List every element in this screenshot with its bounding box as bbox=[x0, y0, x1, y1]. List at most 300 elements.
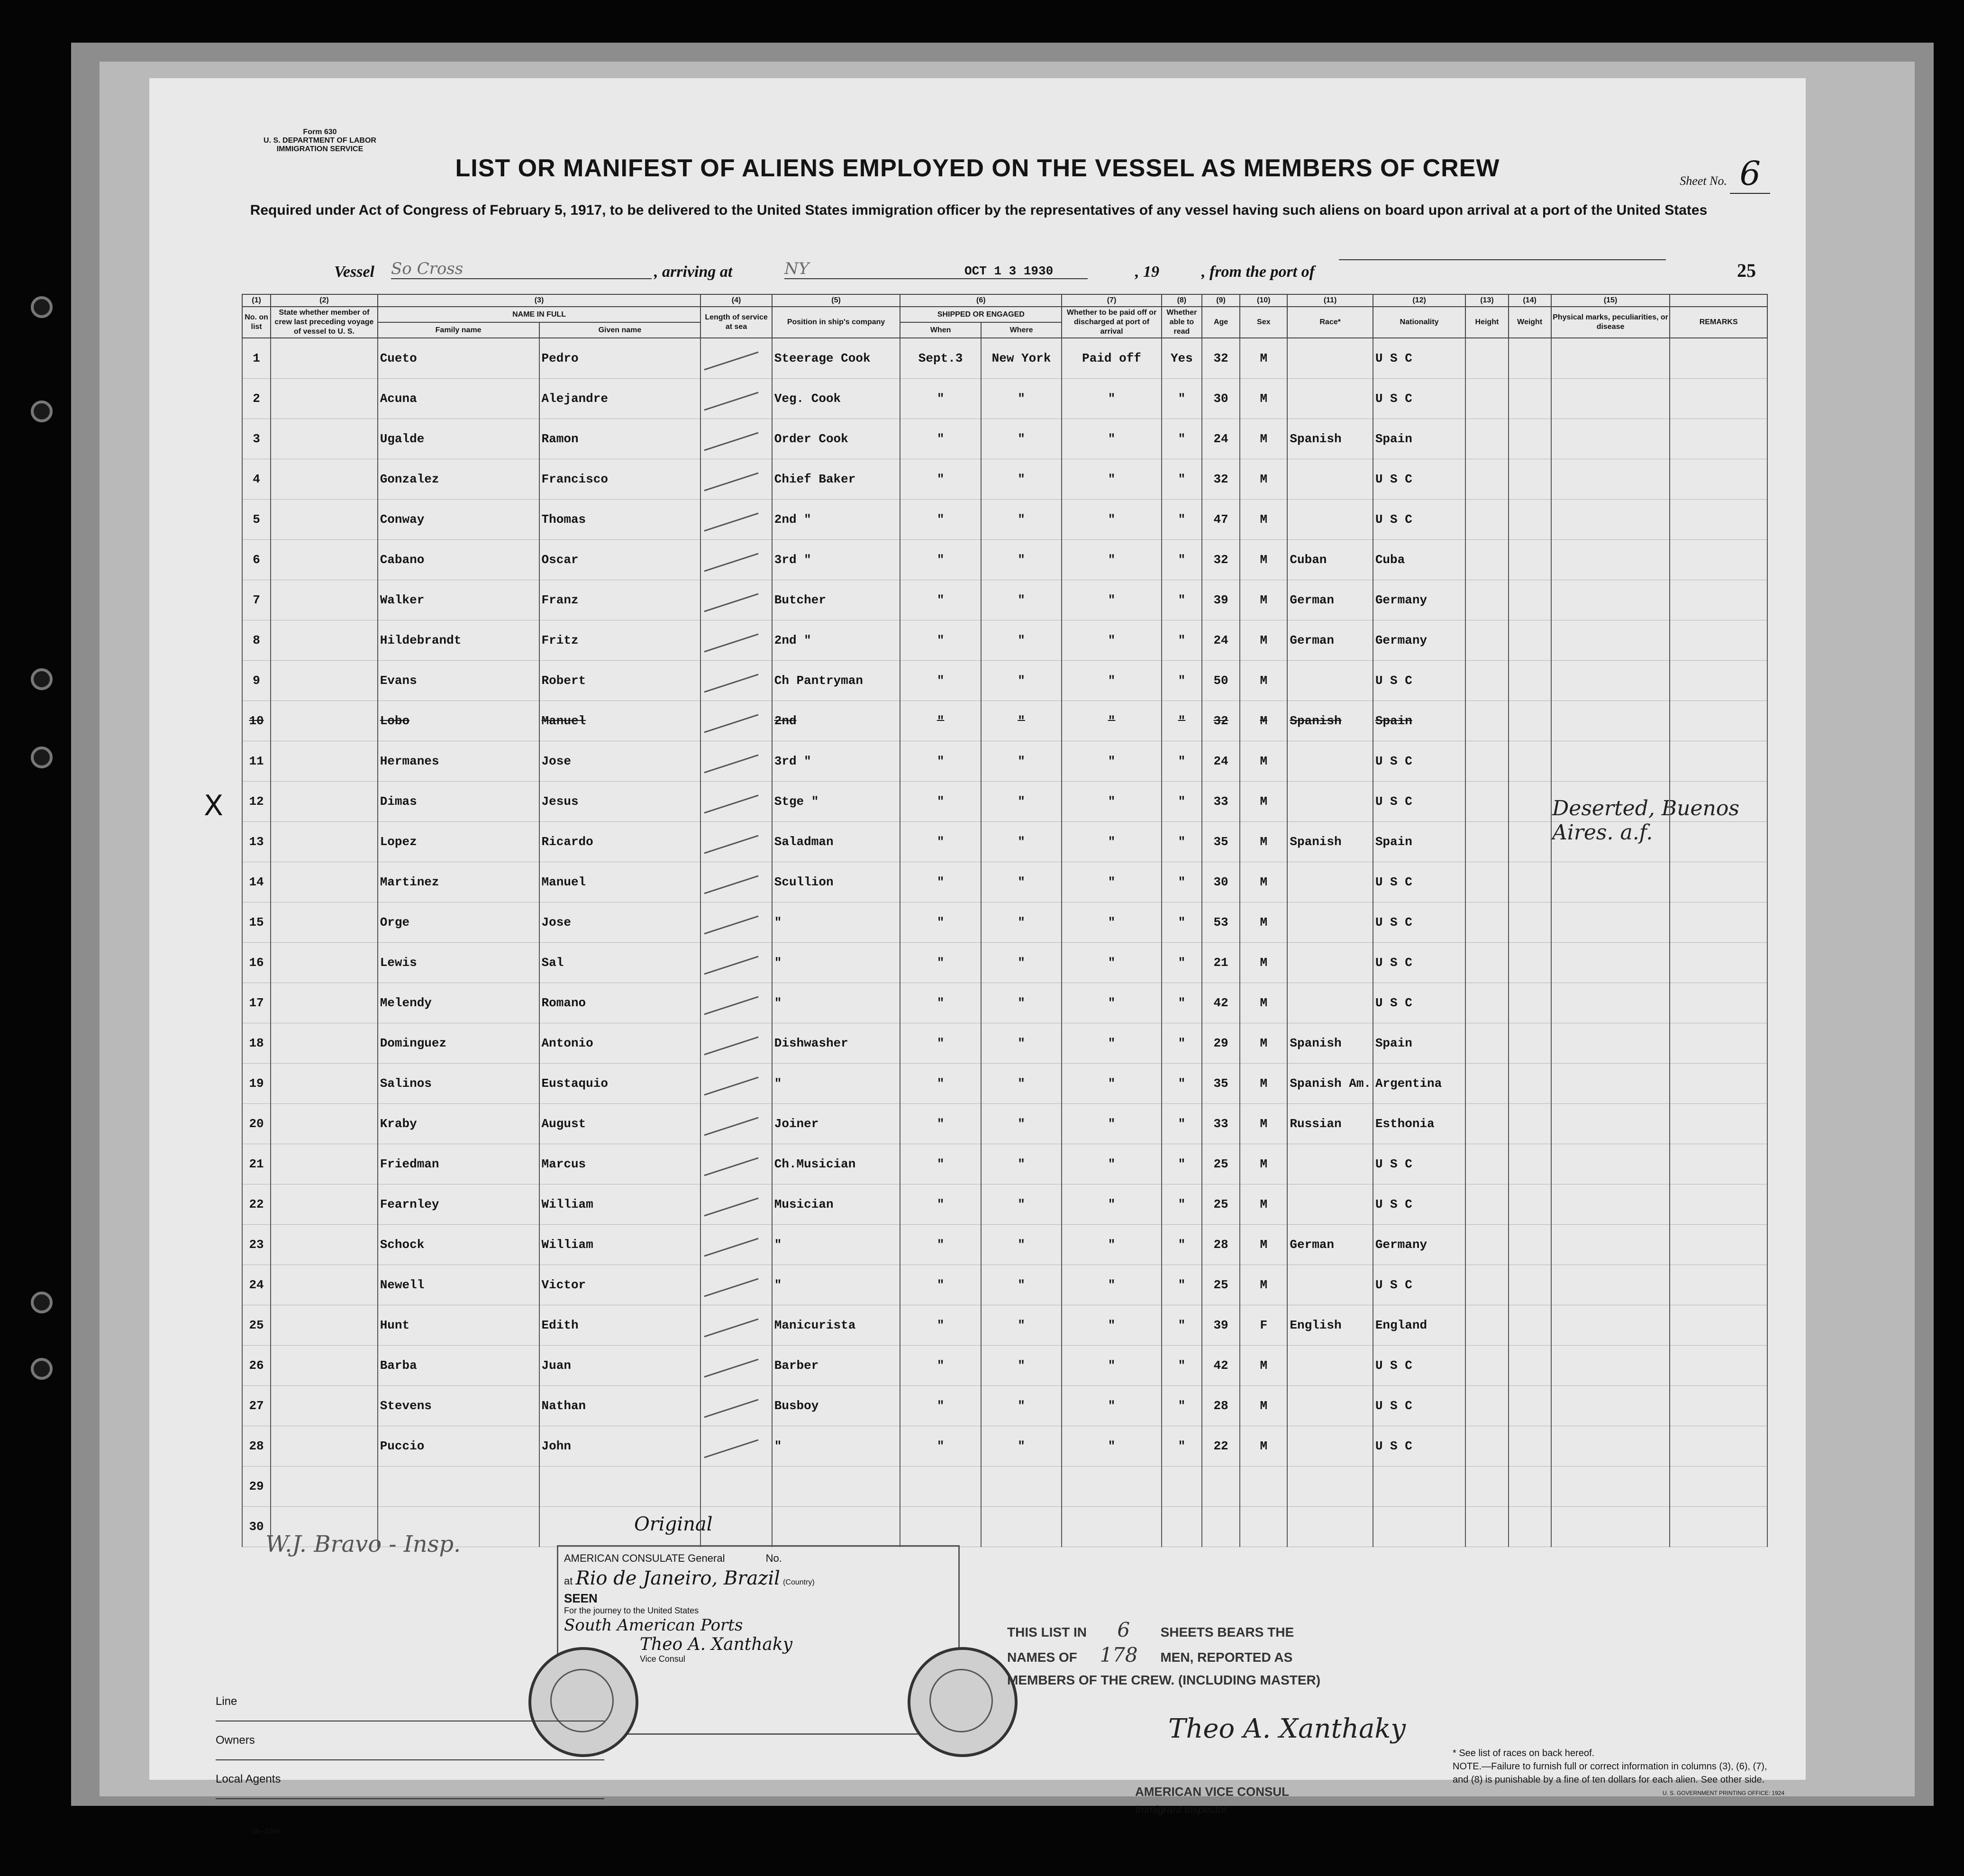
header-height: Height bbox=[1465, 307, 1508, 338]
cell-paid: " bbox=[1062, 1144, 1162, 1184]
cell-when: " bbox=[900, 661, 981, 701]
cell-empty bbox=[271, 379, 378, 419]
cell-empty bbox=[700, 1144, 772, 1184]
cell-empty bbox=[1465, 1144, 1508, 1184]
cell-sex: M bbox=[1240, 701, 1287, 741]
cell-race bbox=[1287, 943, 1373, 983]
cell-given: Antonio bbox=[539, 1023, 701, 1064]
cell-given: William bbox=[539, 1225, 701, 1265]
cell-empty bbox=[1465, 500, 1508, 540]
cell-empty bbox=[1509, 822, 1551, 862]
cell-paid: " bbox=[1062, 902, 1162, 943]
cell-read: " bbox=[1162, 862, 1202, 902]
cell-empty bbox=[1465, 1507, 1508, 1547]
cell-position: " bbox=[772, 1426, 900, 1466]
cell-nationality: Esthonia bbox=[1373, 1104, 1465, 1144]
cell-position: 2nd " bbox=[772, 500, 900, 540]
cell-empty bbox=[1551, 782, 1670, 822]
cell-given: Ramon bbox=[539, 419, 701, 459]
cell-paid: " bbox=[1062, 661, 1162, 701]
cell-empty bbox=[271, 338, 378, 379]
cell-empty bbox=[1551, 1305, 1670, 1346]
cell-nationality: U S C bbox=[1373, 782, 1465, 822]
cell-empty bbox=[271, 459, 378, 500]
header-physical-marks: Physical marks, peculiarities, or disease bbox=[1551, 307, 1670, 338]
cell-nationality: U S C bbox=[1373, 1346, 1465, 1386]
cell-empty bbox=[1670, 1466, 1767, 1507]
cell-nationality: U S C bbox=[1373, 1184, 1465, 1225]
service-name: IMMIGRATION SERVICE bbox=[276, 145, 364, 153]
cell-empty bbox=[1551, 822, 1670, 862]
cell-empty bbox=[271, 540, 378, 580]
cell-empty bbox=[271, 1386, 378, 1426]
cell-read: " bbox=[1162, 1064, 1202, 1104]
cell-when: " bbox=[900, 1225, 981, 1265]
cell-family: Puccio bbox=[378, 1426, 539, 1466]
cell-read: " bbox=[1162, 902, 1202, 943]
check-mark bbox=[704, 1359, 759, 1378]
cell-position: 2nd bbox=[772, 701, 900, 741]
cell-race bbox=[1287, 1386, 1373, 1426]
cell-paid: Paid off bbox=[1062, 338, 1162, 379]
cell-sex: M bbox=[1240, 338, 1287, 379]
cell-sex bbox=[1240, 1507, 1287, 1547]
sheets-count: 6 bbox=[1117, 1618, 1130, 1641]
cell-empty bbox=[1551, 540, 1670, 580]
cell-when: " bbox=[900, 540, 981, 580]
cell-family: Salinos bbox=[378, 1064, 539, 1104]
cell-paid: " bbox=[1062, 500, 1162, 540]
cell-given: Victor bbox=[539, 1265, 701, 1305]
cell-when: " bbox=[900, 1265, 981, 1305]
cell-race bbox=[1287, 782, 1373, 822]
cell-no: 27 bbox=[242, 1386, 271, 1426]
cell-nationality: Cuba bbox=[1373, 540, 1465, 580]
header-position: Position in ship's company bbox=[772, 307, 900, 338]
col-num: (1) bbox=[242, 294, 271, 307]
cell-empty bbox=[1551, 943, 1670, 983]
cell-when: " bbox=[900, 862, 981, 902]
header-row bbox=[242, 307, 1767, 322]
check-mark bbox=[704, 1198, 759, 1217]
check-mark bbox=[704, 956, 759, 975]
cell-empty bbox=[1670, 822, 1767, 862]
cell-race: German bbox=[1287, 580, 1373, 620]
consulate-country-label: (Country) bbox=[783, 1578, 815, 1586]
cell-empty bbox=[271, 1225, 378, 1265]
cell-nationality: U S C bbox=[1373, 943, 1465, 983]
cell-race bbox=[1287, 1426, 1373, 1466]
cell-empty bbox=[1509, 1104, 1551, 1144]
cell-empty bbox=[1670, 943, 1767, 983]
table-row bbox=[242, 1386, 1767, 1426]
cell-race bbox=[1287, 1144, 1373, 1184]
cell-sex bbox=[1240, 1466, 1287, 1507]
cell-empty bbox=[1551, 862, 1670, 902]
cell-sex: M bbox=[1240, 902, 1287, 943]
cell-nationality: U S C bbox=[1373, 338, 1465, 379]
cell-sex: M bbox=[1240, 540, 1287, 580]
binder-hole bbox=[31, 668, 53, 690]
form-code: 14—1240 bbox=[251, 1827, 280, 1835]
cell-where: " bbox=[981, 983, 1062, 1023]
cell-empty bbox=[1551, 379, 1670, 419]
cell-empty bbox=[1465, 620, 1508, 661]
cell-empty bbox=[1509, 1305, 1551, 1346]
cell-empty bbox=[700, 1426, 772, 1466]
check-mark bbox=[704, 1037, 759, 1056]
cell-family: Hermanes bbox=[378, 741, 539, 782]
cell-empty bbox=[700, 1386, 772, 1426]
cell-family bbox=[378, 1466, 539, 1507]
cell-when: " bbox=[900, 1104, 981, 1144]
cell-family: Schock bbox=[378, 1225, 539, 1265]
binder-hole bbox=[31, 296, 53, 318]
cell-sex: M bbox=[1240, 500, 1287, 540]
cell-paid: " bbox=[1062, 1305, 1162, 1346]
cell-empty bbox=[271, 1144, 378, 1184]
table-row bbox=[242, 500, 1767, 540]
cell-race bbox=[1287, 459, 1373, 500]
cell-position: Veg. Cook bbox=[772, 379, 900, 419]
sheet-label: Sheet No. bbox=[1680, 174, 1727, 188]
cell-empty bbox=[271, 1064, 378, 1104]
cell-empty bbox=[1551, 459, 1670, 500]
cell-read: " bbox=[1162, 620, 1202, 661]
cell-given: Fritz bbox=[539, 620, 701, 661]
header-name-in-full: NAME IN FULL bbox=[378, 307, 701, 322]
check-mark bbox=[704, 392, 759, 411]
cell-when: " bbox=[900, 701, 981, 741]
cell-age: 32 bbox=[1202, 338, 1240, 379]
table-row bbox=[242, 862, 1767, 902]
cell-empty bbox=[1551, 620, 1670, 661]
cell-no: 16 bbox=[242, 943, 271, 983]
cell-nationality: U S C bbox=[1373, 1144, 1465, 1184]
cell-empty bbox=[1551, 1346, 1670, 1386]
cell-age: 33 bbox=[1202, 1104, 1240, 1144]
cell-nationality: Germany bbox=[1373, 580, 1465, 620]
cell-race: Spanish bbox=[1287, 1023, 1373, 1064]
cell-read: " bbox=[1162, 379, 1202, 419]
cell-when: " bbox=[900, 902, 981, 943]
cell-when: " bbox=[900, 1305, 981, 1346]
vice-consul-signature: Theo A. Xanthaky bbox=[1168, 1713, 1406, 1744]
cell-paid: " bbox=[1062, 1225, 1162, 1265]
cell-empty bbox=[271, 1346, 378, 1386]
cell-empty bbox=[1551, 1265, 1670, 1305]
cell-race bbox=[1287, 862, 1373, 902]
cell-family: Melendy bbox=[378, 983, 539, 1023]
cell-no: 14 bbox=[242, 862, 271, 902]
cell-empty bbox=[271, 822, 378, 862]
check-mark bbox=[704, 795, 759, 814]
cell-no: 3 bbox=[242, 419, 271, 459]
cell-empty bbox=[1551, 1184, 1670, 1225]
sheet-value: 6 bbox=[1730, 154, 1770, 194]
cell-empty bbox=[700, 943, 772, 983]
cell-no: 22 bbox=[242, 1184, 271, 1225]
cell-paid: " bbox=[1062, 1265, 1162, 1305]
table-row bbox=[242, 1466, 1767, 1507]
col-num: (10) bbox=[1240, 294, 1287, 307]
cell-sex: M bbox=[1240, 1144, 1287, 1184]
cell-paid: " bbox=[1062, 741, 1162, 782]
cell-empty bbox=[1465, 902, 1508, 943]
cell-empty bbox=[271, 419, 378, 459]
cell-sex: M bbox=[1240, 782, 1287, 822]
cell-empty bbox=[1551, 1507, 1670, 1547]
cell-given: Francisco bbox=[539, 459, 701, 500]
cell-read bbox=[1162, 1507, 1202, 1547]
cell-position: " bbox=[772, 902, 900, 943]
table-row bbox=[242, 1104, 1767, 1144]
table-row bbox=[242, 1265, 1767, 1305]
cell-empty bbox=[1509, 1507, 1551, 1547]
cell-age: 39 bbox=[1202, 580, 1240, 620]
table-row bbox=[242, 338, 1767, 379]
cell-empty bbox=[1465, 1305, 1508, 1346]
cell-nationality: Germany bbox=[1373, 620, 1465, 661]
cell-empty bbox=[1670, 902, 1767, 943]
table-row bbox=[242, 1305, 1767, 1346]
cell-empty bbox=[1465, 580, 1508, 620]
cell-sex: M bbox=[1240, 1426, 1287, 1466]
cell-empty bbox=[1509, 1466, 1551, 1507]
consulate-at-label: at bbox=[564, 1575, 573, 1587]
header-nationality: Nationality bbox=[1373, 307, 1465, 338]
cell-where: " bbox=[981, 379, 1062, 419]
form-number: Form 630 bbox=[303, 128, 337, 136]
cell-nationality: Spain bbox=[1373, 419, 1465, 459]
cell-empty bbox=[700, 822, 772, 862]
header-remarks: REMARKS bbox=[1670, 307, 1767, 338]
cell-read: " bbox=[1162, 1346, 1202, 1386]
cell-empty bbox=[271, 1426, 378, 1466]
cell-family: Kraby bbox=[378, 1104, 539, 1144]
cell-age: 22 bbox=[1202, 1426, 1240, 1466]
cell-race bbox=[1287, 1184, 1373, 1225]
cell-where: " bbox=[981, 1346, 1062, 1386]
cell-nationality: Argentina bbox=[1373, 1064, 1465, 1104]
cell-age: 29 bbox=[1202, 1023, 1240, 1064]
cell-sex: M bbox=[1240, 379, 1287, 419]
cell-empty bbox=[700, 338, 772, 379]
men-count: 178 bbox=[1100, 1643, 1138, 1667]
cell-read: " bbox=[1162, 1305, 1202, 1346]
cell-paid: " bbox=[1062, 379, 1162, 419]
cell-age: 32 bbox=[1202, 540, 1240, 580]
cell-race: Spanish bbox=[1287, 419, 1373, 459]
cell-empty bbox=[1670, 1144, 1767, 1184]
col-num: (15) bbox=[1551, 294, 1670, 307]
cell-empty bbox=[1670, 1225, 1767, 1265]
consulate-no-label: No. bbox=[765, 1552, 782, 1564]
table-row bbox=[242, 379, 1767, 419]
cell-when bbox=[900, 1507, 981, 1547]
cell-no: 1 bbox=[242, 338, 271, 379]
cell-position: Ch.Musician bbox=[772, 1144, 900, 1184]
cell-read: " bbox=[1162, 500, 1202, 540]
cell-paid: " bbox=[1062, 419, 1162, 459]
vessel-label: Vessel bbox=[334, 263, 374, 281]
header-where: Where bbox=[981, 322, 1062, 338]
cell-empty bbox=[1509, 580, 1551, 620]
cell-no: 20 bbox=[242, 1104, 271, 1144]
cell-where: " bbox=[981, 661, 1062, 701]
cell-nationality: England bbox=[1373, 1305, 1465, 1346]
sheet-number bbox=[1680, 154, 1770, 193]
check-mark bbox=[704, 714, 759, 733]
cell-empty bbox=[1670, 1023, 1767, 1064]
cell-position: Musician bbox=[772, 1184, 900, 1225]
cell-empty bbox=[1509, 1144, 1551, 1184]
check-mark bbox=[704, 1319, 759, 1338]
cell-position: Saladman bbox=[772, 822, 900, 862]
cell-no: 28 bbox=[242, 1426, 271, 1466]
cell-sex: M bbox=[1240, 983, 1287, 1023]
cell-age: 47 bbox=[1202, 500, 1240, 540]
cell-empty bbox=[1509, 338, 1551, 379]
cell-empty bbox=[1551, 1426, 1670, 1466]
year-label: , 19 bbox=[1135, 263, 1159, 281]
vessel-name: So Cross bbox=[391, 259, 652, 279]
cell-sex: M bbox=[1240, 620, 1287, 661]
check-mark bbox=[704, 1157, 759, 1176]
cell-family: Barba bbox=[378, 1346, 539, 1386]
cell-race bbox=[1287, 661, 1373, 701]
check-mark bbox=[704, 553, 759, 572]
cell-given: Pedro bbox=[539, 338, 701, 379]
cell-empty bbox=[1509, 1064, 1551, 1104]
header-no-on-list: No. on list bbox=[242, 307, 271, 338]
cell-when: " bbox=[900, 1386, 981, 1426]
cell-empty bbox=[1465, 1184, 1508, 1225]
cell-no: 4 bbox=[242, 459, 271, 500]
cell-when: " bbox=[900, 1184, 981, 1225]
cell-age: 35 bbox=[1202, 1064, 1240, 1104]
header-state-whether: State whether member of crew last preceding voyage of vessel to U. S. bbox=[271, 307, 378, 338]
cell-read: " bbox=[1162, 1265, 1202, 1305]
cell-position: Scullion bbox=[772, 862, 900, 902]
cell-nationality: U S C bbox=[1373, 1426, 1465, 1466]
crew-manifest-table bbox=[242, 294, 1768, 1547]
col-num: (6) bbox=[900, 294, 1062, 307]
cell-when bbox=[900, 1466, 981, 1507]
cell-age: 28 bbox=[1202, 1386, 1240, 1426]
cell-nationality: Spain bbox=[1373, 701, 1465, 741]
cell-no: 25 bbox=[242, 1305, 271, 1346]
cell-sex: M bbox=[1240, 1225, 1287, 1265]
cell-where: " bbox=[981, 1225, 1062, 1265]
cell-empty bbox=[271, 1184, 378, 1225]
cell-when: " bbox=[900, 943, 981, 983]
cell-age: 30 bbox=[1202, 379, 1240, 419]
cell-no: 9 bbox=[242, 661, 271, 701]
cell-position: " bbox=[772, 1265, 900, 1305]
cell-empty bbox=[1509, 1265, 1551, 1305]
local-agents-label: Local Agents bbox=[216, 1760, 604, 1799]
cell-where: " bbox=[981, 540, 1062, 580]
cell-empty bbox=[1551, 983, 1670, 1023]
table-row bbox=[242, 983, 1767, 1023]
sheets-label: SHEETS BEARS THE bbox=[1160, 1625, 1294, 1639]
binder-hole bbox=[31, 1358, 53, 1380]
cell-empty bbox=[700, 983, 772, 1023]
cell-race: Russian bbox=[1287, 1104, 1373, 1144]
cell-empty bbox=[1465, 379, 1508, 419]
cell-paid: " bbox=[1062, 983, 1162, 1023]
cell-when: " bbox=[900, 1426, 981, 1466]
cell-when: " bbox=[900, 500, 981, 540]
cell-when: " bbox=[900, 1064, 981, 1104]
cell-age: 39 bbox=[1202, 1305, 1240, 1346]
check-mark bbox=[704, 352, 759, 371]
col-num: (3) bbox=[378, 294, 701, 307]
check-mark bbox=[704, 1238, 759, 1257]
cell-empty bbox=[1551, 1104, 1670, 1144]
cell-empty bbox=[1551, 1064, 1670, 1104]
cell-age: 25 bbox=[1202, 1144, 1240, 1184]
cell-read: " bbox=[1162, 822, 1202, 862]
cell-where: " bbox=[981, 1104, 1062, 1144]
cell-empty bbox=[1509, 1386, 1551, 1426]
cell-empty bbox=[1465, 459, 1508, 500]
header-race: Race* bbox=[1287, 307, 1373, 338]
cell-empty bbox=[700, 1225, 772, 1265]
cell-where: " bbox=[981, 1023, 1062, 1064]
col-num: (11) bbox=[1287, 294, 1373, 307]
cell-empty bbox=[1670, 1184, 1767, 1225]
check-mark bbox=[704, 835, 759, 854]
journey-via: South American Ports bbox=[564, 1616, 743, 1635]
cell-family: Ugalde bbox=[378, 419, 539, 459]
binder-hole bbox=[31, 401, 53, 422]
cell-empty bbox=[1465, 1386, 1508, 1426]
cell-paid: " bbox=[1062, 1386, 1162, 1426]
cell-empty bbox=[271, 902, 378, 943]
cell-empty bbox=[1509, 983, 1551, 1023]
cell-empty bbox=[700, 379, 772, 419]
header-paid-off: Whether to be paid off or discharged at port of arrival bbox=[1062, 307, 1162, 338]
cell-empty bbox=[1670, 1064, 1767, 1104]
cell-position: Ch Pantryman bbox=[772, 661, 900, 701]
table-row bbox=[242, 782, 1767, 822]
cell-family: Newell bbox=[378, 1265, 539, 1305]
col-num: (8) bbox=[1162, 294, 1202, 307]
cell-empty bbox=[1509, 701, 1551, 741]
cell-empty bbox=[1670, 1426, 1767, 1466]
cell-empty bbox=[700, 701, 772, 741]
cell-when: Sept.3 bbox=[900, 338, 981, 379]
cell-race bbox=[1287, 1466, 1373, 1507]
cell-race: English bbox=[1287, 1305, 1373, 1346]
cell-read: " bbox=[1162, 782, 1202, 822]
check-mark bbox=[704, 1399, 759, 1418]
cell-where: " bbox=[981, 741, 1062, 782]
table-row bbox=[242, 1346, 1767, 1386]
cell-where: " bbox=[981, 580, 1062, 620]
cell-no: 13 bbox=[242, 822, 271, 862]
cell-no: 15 bbox=[242, 902, 271, 943]
cell-age: 35 bbox=[1202, 822, 1240, 862]
cell-nationality: U S C bbox=[1373, 661, 1465, 701]
cell-when: " bbox=[900, 419, 981, 459]
cell-where bbox=[981, 1507, 1062, 1547]
cell-empty bbox=[1465, 782, 1508, 822]
inspector-signature-row29: W.J. Bravo - Insp. bbox=[265, 1531, 461, 1557]
header-shipped: SHIPPED OR ENGAGED bbox=[900, 307, 1062, 322]
